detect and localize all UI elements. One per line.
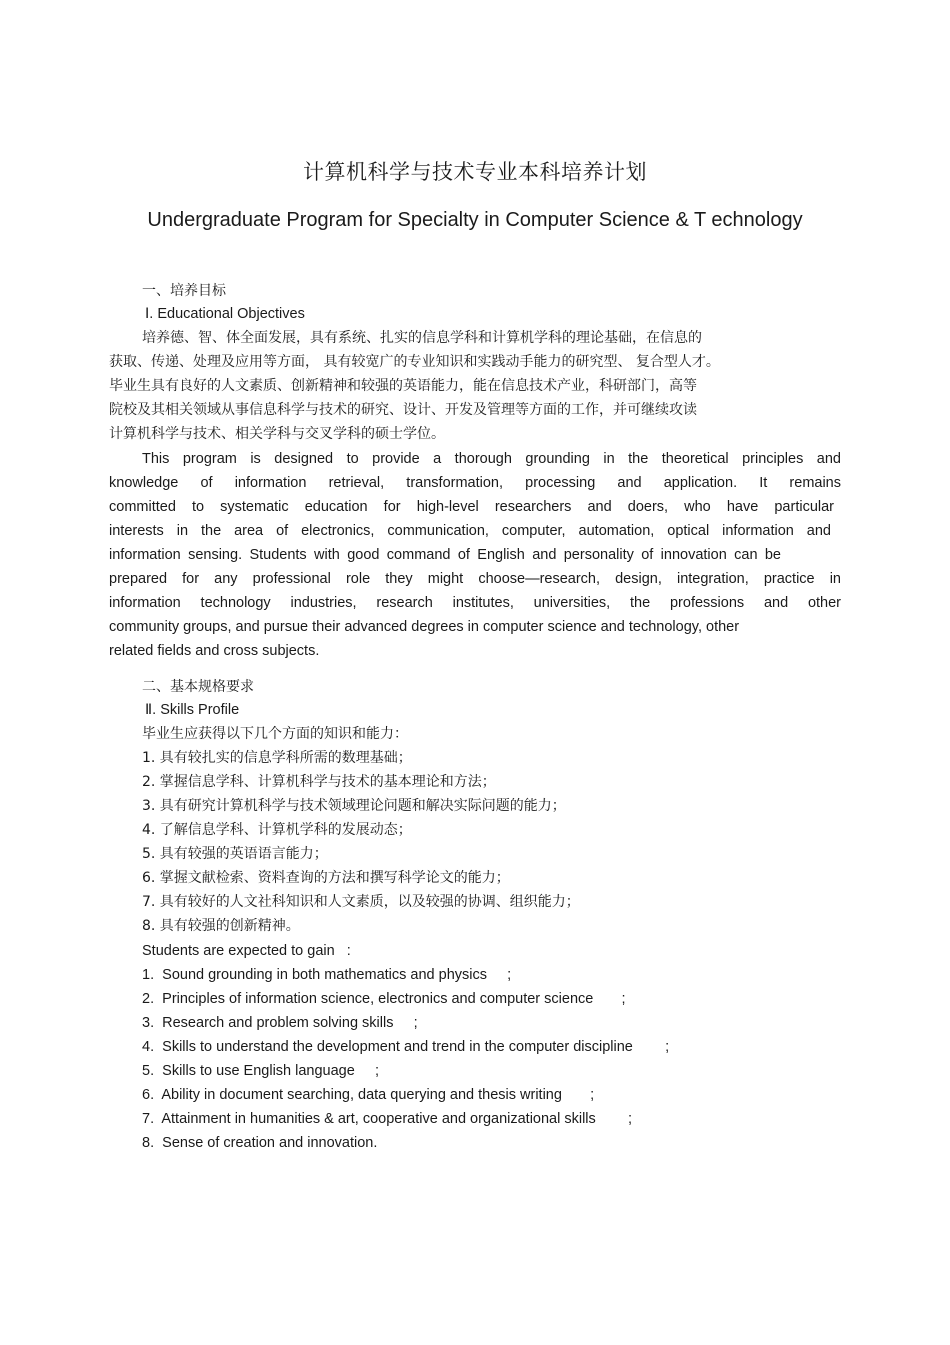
skills-item-en: 7. Attainment in humanities & art, cooperative and organizational skills ; — [142, 1111, 633, 1127]
section1-en-line: information technology industries, research institutes, universities, the professions and other — [109, 595, 841, 611]
skills-item-cn: 8. 具有较强的创新精神。 — [142, 918, 300, 934]
section1-heading-en: Ⅰ. Educational Objectives — [145, 306, 305, 322]
skills-item-en: 2. Principles of information science, electronics and computer science ; — [142, 991, 626, 1007]
skills-item-en: 6. Ability in document searching, data querying and thesis writing ; — [142, 1087, 595, 1103]
section1-en-line: community groups, and pursue their advanced degrees in computer science and technology, other — [109, 619, 740, 635]
skills-item-en: 8. Sense of creation and innovation. — [142, 1135, 378, 1151]
section1-en-line: prepared for any professional role they might choose—research, design, integration, practice in — [109, 571, 841, 587]
section1-en-line: interests in the area of electronics, communication, computer, automation, optical information and — [109, 523, 831, 539]
section1-en-line: committed to systematic education for high-level researchers and doers, who have particular — [109, 499, 834, 515]
skills-item-en: 1. Sound grounding in both mathematics and physics ; — [142, 967, 512, 983]
skills-item-cn: 4. 了解信息学科、计算机学科的发展动态； — [142, 822, 412, 838]
section1-heading-cn: 一、培养目标 — [142, 283, 226, 299]
section1-en-line: related fields and cross subjects. — [109, 643, 320, 659]
skills-item-en: 3. Research and problem solving skills ; — [142, 1015, 418, 1031]
title-chinese: 计算机科学与技术专业本科培养计划 — [303, 160, 647, 184]
skills-item-cn: 7. 具有较好的人文社科知识和人文素质，以及较强的协调、组织能力； — [142, 894, 580, 910]
skills-item-en: 4. Skills to understand the development and trend in the computer discipline ; — [142, 1039, 670, 1055]
title-english: Undergraduate Program for Specialty in Computer Science & T echnology — [147, 209, 803, 231]
skills-intro-en: Students are expected to gain : — [142, 943, 351, 959]
section1-en-line: knowledge of information retrieval, transformation, processing and application. It remains — [109, 475, 841, 491]
section1-cn-line: 院校及其相关领域从事信息科学与技术的研究、设计、开发及管理等方面的工作，并可继续攻读 — [109, 402, 697, 418]
section2-heading-cn: 二、基本规格要求 — [142, 679, 254, 695]
section1-cn-line: 培养德、智、体全面发展，具有系统、扎实的信息学科和计算机学科的理论基础，在信息的 — [142, 330, 702, 346]
section1-cn-line: 计算机科学与技术、相关学科与交叉学科的硕士学位。 — [109, 426, 445, 442]
section1-cn-line: 毕业生具有良好的人文素质、创新精神和较强的英语能力，能在信息技术产业，科研部门，高等 — [109, 378, 697, 394]
skills-item-cn: 2. 掌握信息学科、计算机科学与技术的基本理论和方法； — [142, 774, 496, 790]
skills-item-cn: 6. 掌握文献检索、资料查询的方法和撰写科学论文的能力； — [142, 870, 510, 886]
section2-heading-en: Ⅱ. Skills Profile — [145, 702, 240, 718]
skills-item-cn: 1. 具有较扎实的信息学科所需的数理基础； — [142, 750, 412, 766]
section1-cn-line: 获取、传递、处理及应用等方面， 具有较宽广的专业知识和实践动手能力的研究型、 复合型人才。 — [109, 354, 720, 370]
section1-en-line: This program is designed to provide a thorough grounding in the theoretical principles and — [142, 451, 841, 467]
skills-item-en: 5. Skills to use English language ; — [142, 1063, 379, 1079]
skills-item-cn: 5. 具有较强的英语语言能力； — [142, 846, 328, 862]
skills-item-cn: 3. 具有研究计算机科学与技术领域理论问题和解决实际问题的能力； — [142, 798, 566, 814]
section1-en-line: information sensing. Students with good command of English and personality of innovation can be — [109, 547, 781, 563]
skills-intro-cn: 毕业生应获得以下几个方面的知识和能力： — [142, 726, 408, 742]
